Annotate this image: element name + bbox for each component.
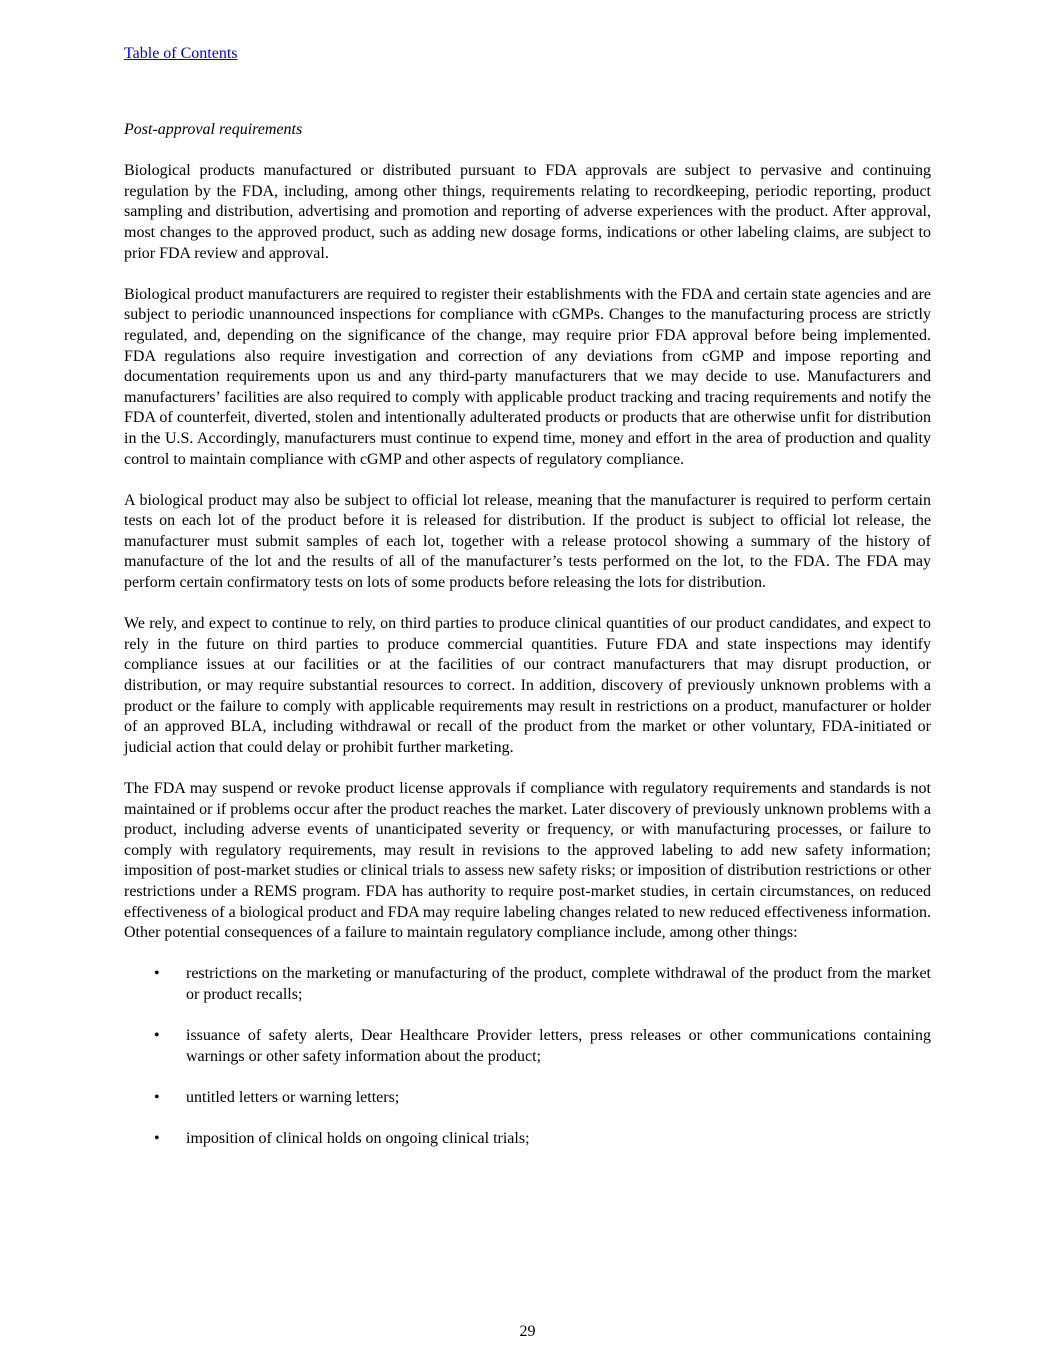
paragraph-third-party-reliance: We rely, and expect to continue to rely, on third parties to produce clinical quantities of our product candidates, and expect to rely in the future on third parties to produce commercial quantities. Future FDA and state inspections may identify compliance issues at our facilities or at the facilities of our contract manufacturers that may disrupt production, or distribution, or may require substantial resources to correct. In addition, discovery of previously unknown problems with a product or the failure to comply with applicable requirements may result in restrictions on a product, manufacturer or holder of an approved BLA, including withdrawal or recall of the product from the market or other voluntary, FDA-initiated or judicial action that could delay or prohibit further marketing. [124,615,931,756]
list-item-text: restrictions on the marketing or manufacturing of the product, complete withdrawal of the product from the market or product recalls; [186,965,931,1003]
page-number: 29 [519,1323,536,1340]
document-body [124,120,931,1170]
paragraph-license-suspension: The FDA may suspend or revoke product license approvals if compliance with regulatory requirements and standards is not maintained or if problems occur after the product reaches the market. Later discovery of previously unknown problems with a product, including adverse events of unanticipated severity or frequency, or with manufacturing processes, or failure to comply with regulatory requirements, may result in revisions to the approved labeling to add new safety information; imposition of post-market studies or clinical trials to assess new safety risks; or imposition of distribution restrictions or other restrictions under a REMS program. FDA has authority to require post-market studies, in certain circumstances, on reduced effectiveness of a biological product and FDA may require labeling changes related to new reduced effectiveness information. Other potential consequences of a failure to maintain regulatory compliance include, among other things: [124,780,931,942]
bullet-icon: • [154,1027,160,1045]
list-item-text: untitled letters or warning letters; [186,1088,400,1106]
paragraph-post-approval-regulation: Biological products manufactured or distributed pursuant to FDA approvals are subject to pervasive and continuing regulation by the FDA, including, among other things, requirements relating to recordkeeping, periodic reporting, product sampling and distribution, advertising and promotion and reporting of adverse experiences with the product. After approval, most changes to the approved product, such as adding new dosage forms, indications or other labeling claims, are subject to prior FDA review and approval. [124,162,931,262]
list-item-text: imposition of clinical holds on ongoing clinical trials; [186,1130,530,1148]
list-item [124,1129,931,1150]
list-item [124,964,931,1005]
list-item-text: issuance of safety alerts, Dear Healthcare Provider letters, press releases or other communications containing warnings or other safety information about the product; [186,1027,931,1065]
paragraph-manufacturer-registration: Biological product manufacturers are required to register their establishments with the FDA and certain state agencies and are subject to periodic unannounced inspections for compliance with cGMPs. Changes to the manufacturing process are strictly regulated, and, depending on the significance of the change, may require prior FDA approval before being implemented. FDA regulations also require investigation and correction of any deviations from cGMP and impose reporting and documentation requirements upon us and any third-party manufacturers that we may decide to use. Manufacturers and manufacturers’ facilities are also required to comply with applicable product tracking and tracing requirements and notify the FDA of counterfeit, diverted, stolen and intentionally adulterated products or products that are otherwise unfit for distribution in the U.S. Accordingly, manufacturers must continue to expend time, money and effort in the area of production and quality control to maintain compliance with cGMP and other aspects of regulatory compliance. [124,285,931,468]
bullet-icon: • [154,965,160,983]
list-item [124,1088,931,1109]
paragraph-lot-release: A biological product may also be subject to official lot release, meaning that the manufacturer is required to perform certain tests on each lot of the product before it is released for distribution. If the product is subject to official lot release, the manufacturer must submit samples of each lot, together with a release protocol showing a summary of the history of manufacture of the lot and the results of all of the manufacturer’s tests performed on the lot, to the FDA. The FDA may perform certain confirmatory tests on lots of some products before releasing the lots for distribution. [124,491,931,592]
section-heading: Post-approval requirements [124,121,303,138]
bullet-icon: • [154,1130,160,1148]
list-item [124,1026,931,1067]
table-of-contents-link[interactable]: Table of Contents [124,45,238,62]
bullet-icon: • [154,1088,160,1106]
consequences-list [124,964,931,1149]
